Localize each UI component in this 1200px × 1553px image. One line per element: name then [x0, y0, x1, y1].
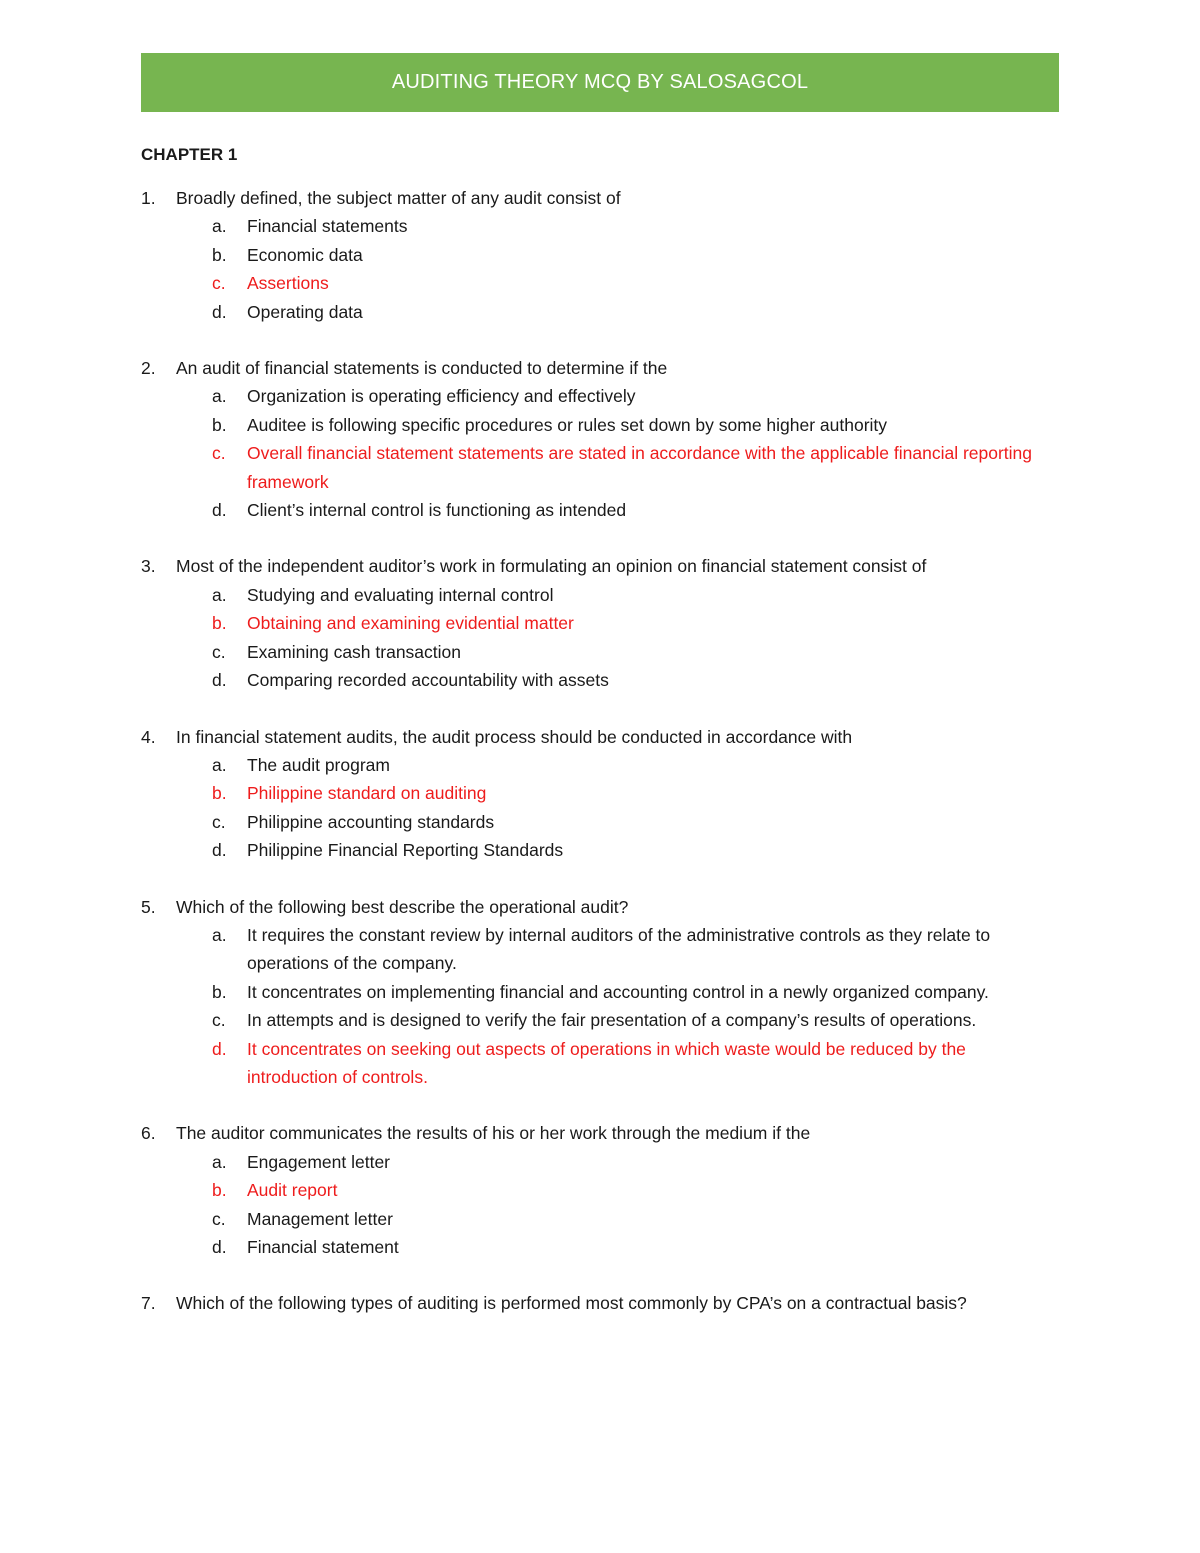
question-text: Broadly defined, the subject matter of any audit consist of: [176, 188, 621, 208]
choice-item-correct-answer: [141, 269, 1059, 297]
choice-letter: b.: [212, 244, 227, 265]
question-item: [141, 552, 1059, 694]
choice-text: In attempts and is designed to verify the fair presentation of a company’s results of operations.: [247, 1010, 977, 1031]
choice-letter: b.: [212, 981, 227, 1002]
choice-item: [141, 808, 1059, 836]
question-text: The auditor communicates the results of his or her work through the medium if the: [176, 1123, 811, 1144]
choice-item: [141, 382, 1059, 410]
choice-list: [141, 921, 1059, 1091]
question-number: 3.: [141, 556, 156, 577]
choice-text: Obtaining and examining evidential matter: [247, 613, 574, 634]
choice-letter: a.: [212, 216, 227, 237]
choice-list: [141, 212, 1059, 326]
question-number: 1.: [141, 188, 156, 208]
document-body: [141, 141, 1059, 1346]
question-text: Which of the following types of auditing is performed most commonly by CPA’s on a contractual basis?: [176, 1293, 967, 1314]
choice-item: [141, 638, 1059, 666]
choice-list: [141, 751, 1059, 865]
choice-item: [141, 751, 1059, 779]
choice-text: It requires the constant review by internal auditors of the administrative controls as they relate to operations of the company.: [247, 924, 991, 974]
choice-item: [141, 1233, 1059, 1261]
choice-letter: d.: [212, 840, 227, 861]
choice-item: [141, 921, 1059, 978]
question-text: Most of the independent auditor’s work in formulating an opinion on financial statement consist of: [176, 556, 927, 577]
question-item: [141, 1119, 1059, 1261]
choice-text: The audit program: [247, 754, 390, 775]
choice-text: Comparing recorded accountability with assets: [247, 670, 609, 691]
question-number: 6.: [141, 1123, 156, 1144]
choice-letter: d.: [212, 1237, 227, 1257]
choice-text: Auditee is following specific procedures or rules set down by some higher authority: [247, 414, 888, 435]
choice-text: It concentrates on seeking out aspects of operations in which waste would be reduced by the introduction of controls.: [247, 1038, 966, 1087]
choice-item: [141, 212, 1059, 240]
choice-item: [141, 1148, 1059, 1176]
choice-letter: a.: [212, 924, 227, 945]
question-stem: [141, 184, 1059, 212]
choice-list: [141, 1148, 1059, 1262]
choice-letter: d.: [212, 301, 227, 322]
chapter-heading: CHAPTER 1: [141, 145, 238, 164]
choice-letter: a.: [212, 386, 227, 407]
choice-text: Management letter: [247, 1208, 393, 1229]
choice-item: [141, 1006, 1059, 1034]
choice-item: [141, 581, 1059, 609]
choice-text: Engagement letter: [247, 1151, 391, 1172]
choice-list: [141, 382, 1059, 524]
choice-item-correct-answer: [141, 439, 1059, 496]
choice-text: Financial statements: [247, 216, 408, 237]
choice-letter: c.: [212, 641, 226, 662]
choice-item-correct-answer: [141, 609, 1059, 637]
choice-text: Studying and evaluating internal control: [247, 584, 554, 605]
choice-text: Philippine Financial Reporting Standards: [247, 840, 564, 861]
choice-letter: d.: [212, 1038, 227, 1059]
choice-letter: c.: [212, 1208, 226, 1229]
choice-letter: d.: [212, 670, 227, 691]
choice-item-correct-answer: [141, 1035, 1059, 1092]
question-number: 5.: [141, 896, 156, 917]
choice-letter: c.: [212, 443, 226, 464]
choice-text: It concentrates on implementing financial and accounting control in a newly organized company.: [247, 981, 989, 1002]
choice-letter: b.: [212, 1180, 227, 1201]
choice-item: [141, 666, 1059, 694]
question-item: [141, 1289, 1059, 1317]
question-stem: [141, 1119, 1059, 1147]
document-title: AUDITING THEORY MCQ BY SALOSAGCOL: [391, 71, 809, 93]
choice-letter: d.: [212, 500, 227, 521]
question-number: 4.: [141, 726, 156, 747]
choice-letter: b.: [212, 613, 227, 634]
choice-item: [141, 298, 1059, 326]
choice-item: [141, 241, 1059, 269]
choice-item: [141, 411, 1059, 439]
question-number: 7.: [141, 1293, 156, 1314]
question-stem: [141, 552, 1059, 580]
choice-item: [141, 836, 1059, 864]
question-item: [141, 723, 1059, 865]
choice-letter: a.: [212, 1151, 227, 1172]
choice-item: [141, 978, 1059, 1006]
question-stem: [141, 893, 1059, 921]
question-stem: [141, 723, 1059, 751]
question-list: [141, 184, 1059, 1318]
question-item: [141, 184, 1059, 326]
choice-letter: c.: [212, 273, 226, 294]
choice-text: Examining cash transaction: [247, 641, 461, 662]
choice-text: Philippine standard on auditing: [247, 783, 487, 804]
choice-text: Philippine accounting standards: [247, 811, 495, 832]
choice-item-correct-answer: [141, 779, 1059, 807]
choice-text: Overall financial statement statements are stated in accordance with the applicable financial reporting framework: [247, 443, 1033, 492]
choice-list: [141, 581, 1059, 695]
choice-item-correct-answer: [141, 1176, 1059, 1204]
choice-letter: a.: [212, 754, 227, 775]
question-item: [141, 354, 1059, 524]
choice-text: Audit report: [247, 1180, 338, 1201]
question-item: [141, 893, 1059, 1092]
question-stem: [141, 354, 1059, 382]
choice-letter: b.: [212, 783, 227, 804]
question-text: An audit of financial statements is conducted to determine if the: [176, 358, 668, 379]
choice-text: Operating data: [247, 301, 363, 322]
question-text: Which of the following best describe the operational audit?: [176, 896, 629, 917]
choice-text: Organization is operating efficiency and effectively: [247, 386, 636, 407]
choice-text: Assertions: [247, 273, 329, 294]
question-number: 2.: [141, 358, 156, 379]
header-banner: [141, 53, 1059, 112]
choice-letter: b.: [212, 414, 227, 435]
choice-letter: c.: [212, 1010, 226, 1031]
choice-letter: a.: [212, 584, 227, 605]
choice-text: Client’s internal control is functioning as intended: [247, 500, 627, 521]
choice-item: [141, 1205, 1059, 1233]
choice-item: [141, 496, 1059, 524]
question-text: In financial statement audits, the audit process should be conducted in accordance with: [176, 726, 853, 747]
question-stem: [141, 1289, 1059, 1317]
choice-text: Financial statement: [247, 1237, 399, 1257]
choice-letter: c.: [212, 811, 226, 832]
choice-text: Economic data: [247, 244, 363, 265]
